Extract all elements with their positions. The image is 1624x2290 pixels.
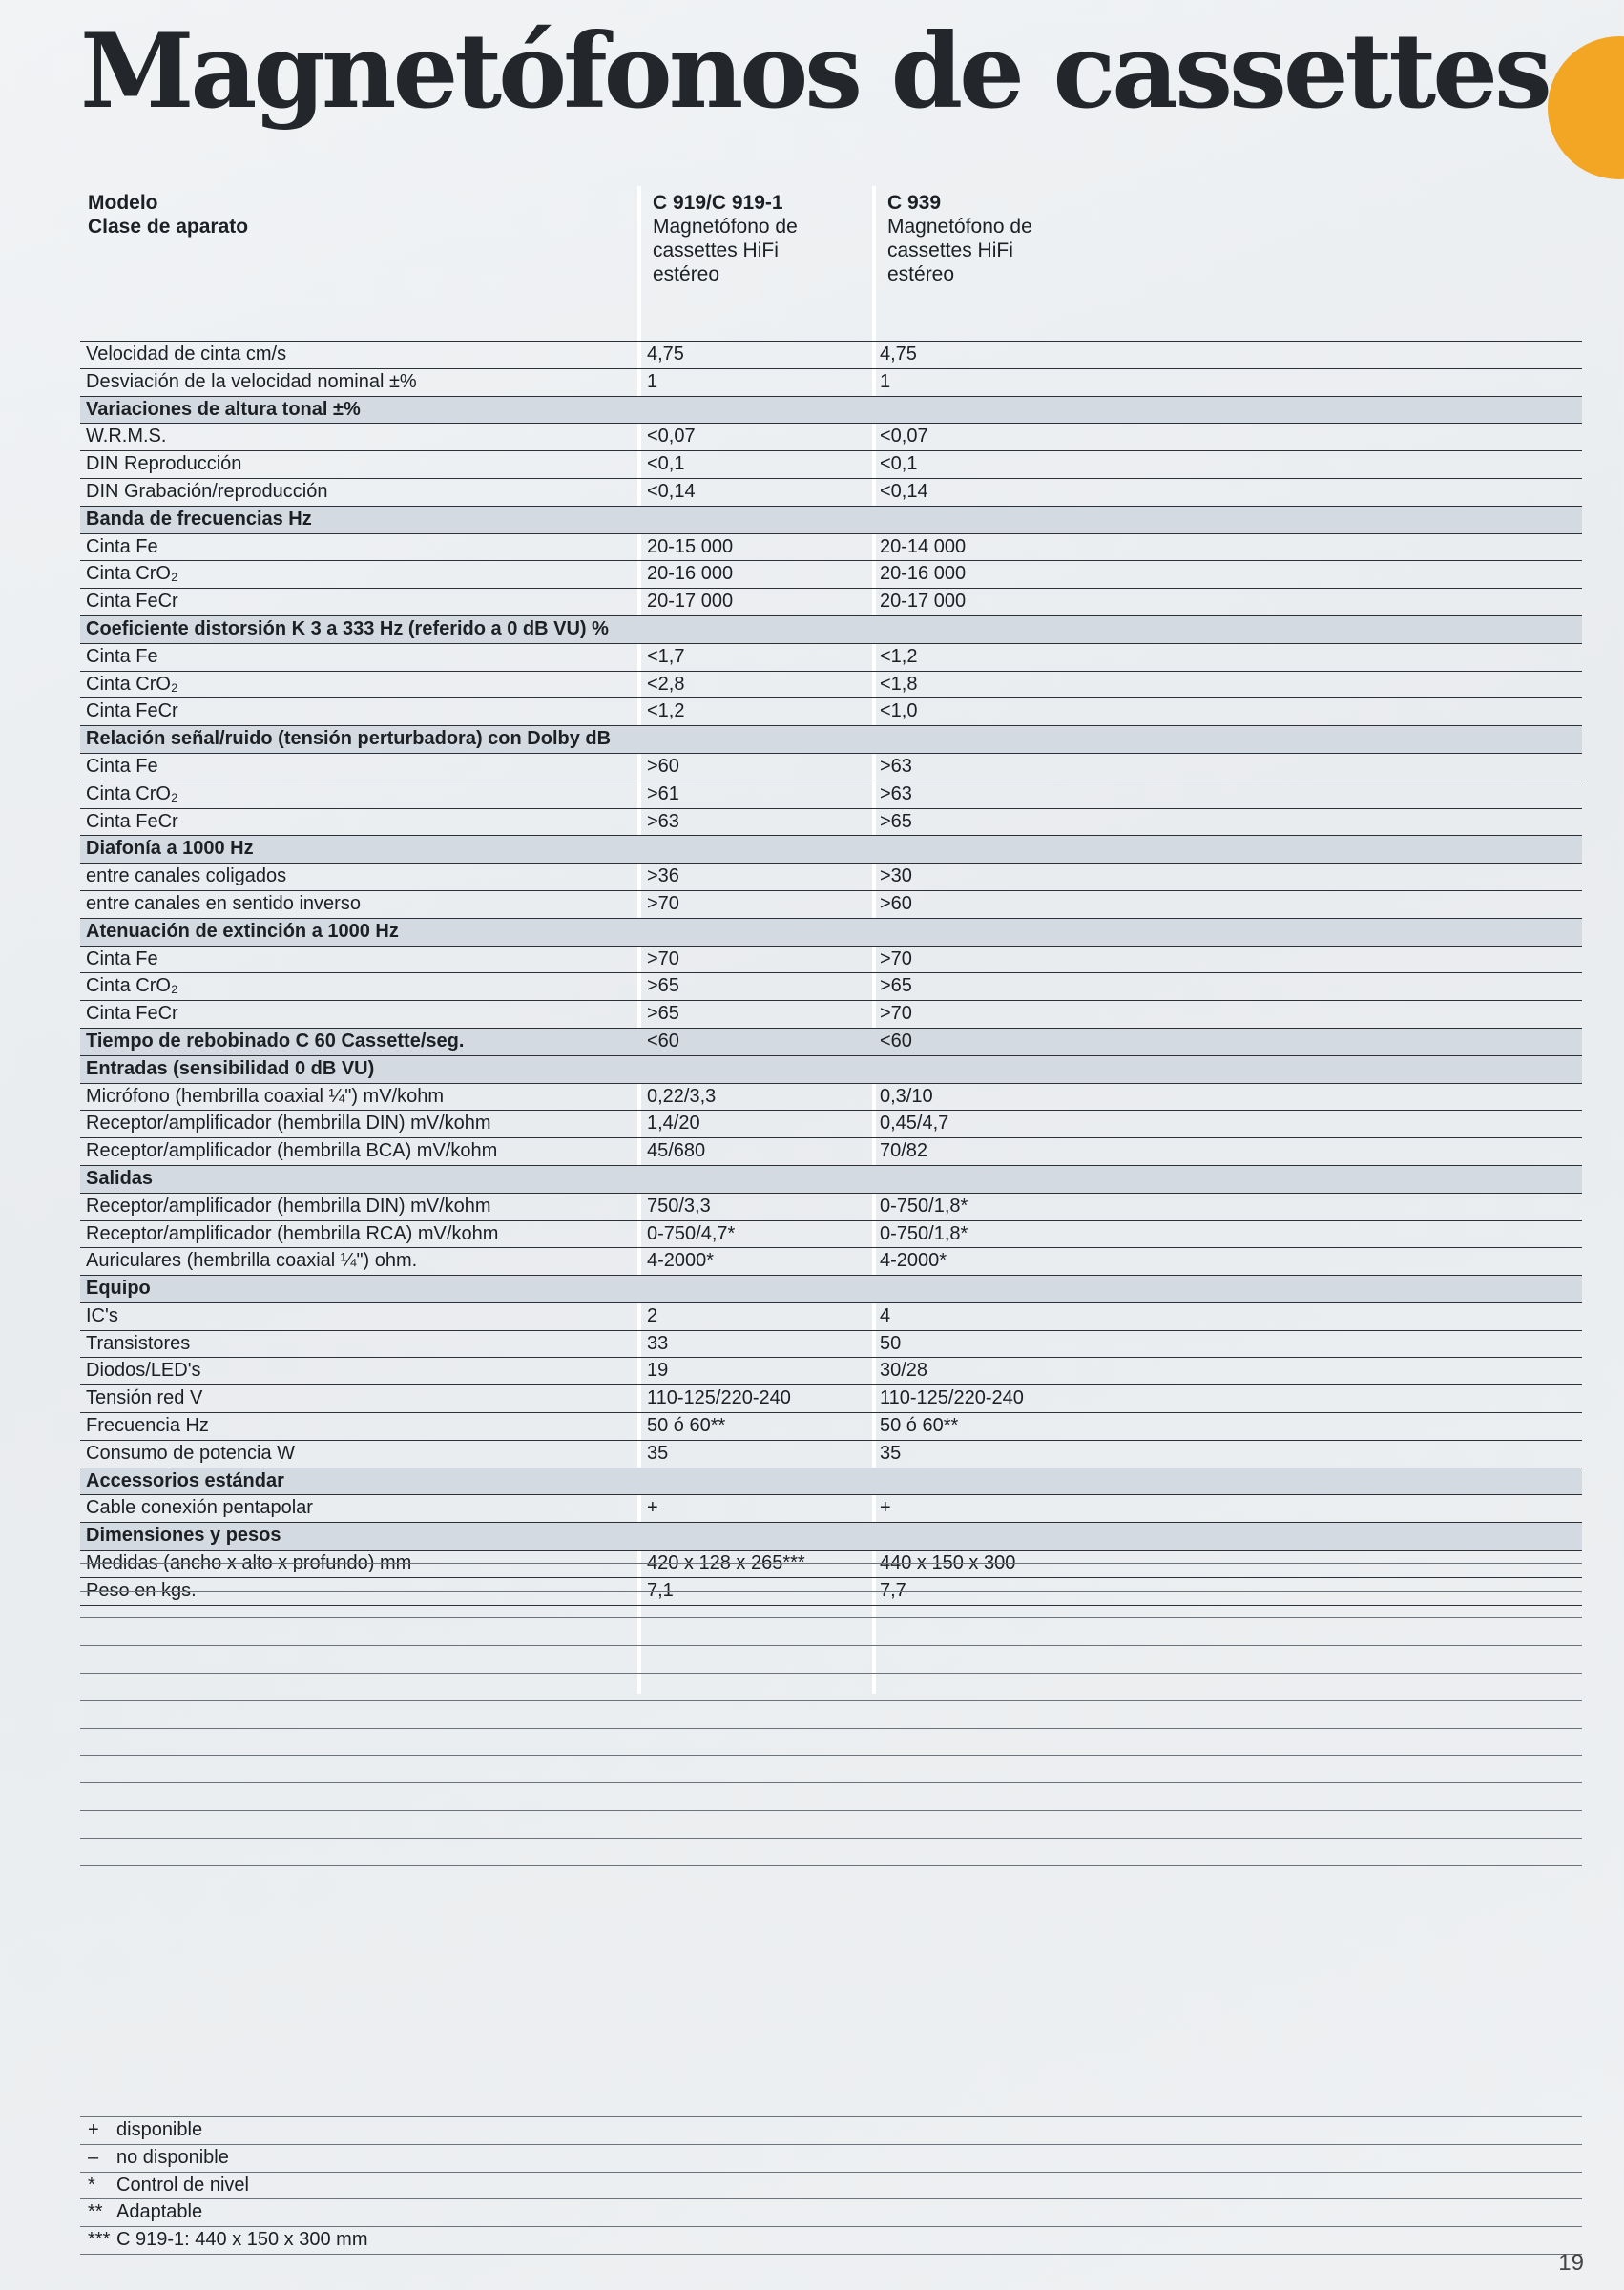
row-label: Cinta CrO₂	[80, 671, 639, 698]
row-label: entre canales en sentido inverso	[80, 890, 639, 918]
model-2-value: 4-2000*	[874, 1247, 1582, 1275]
footnote-symbol: **	[88, 2201, 103, 2223]
model-1-desc-line: cassettes HiFi	[653, 239, 779, 261]
row-label: Desviación de la velocidad nominal ±%	[80, 368, 639, 396]
model-2-value	[874, 1165, 1582, 1193]
model-2-value	[874, 1522, 1582, 1550]
model-1-value	[639, 1468, 874, 1495]
model-1-value: 1	[639, 368, 874, 396]
model-1-value: <60	[639, 1028, 874, 1055]
row-label: DIN Grabación/reproducción	[80, 478, 639, 506]
model-1-value: 33	[639, 1330, 874, 1358]
row-label: Transistores	[80, 1330, 639, 1358]
model-2-value: <1,0	[874, 697, 1582, 725]
model-2-value	[874, 725, 1582, 753]
header-labels	[88, 191, 248, 239]
page-title: Magnetófonos de cassettes	[80, 11, 1549, 132]
blank-line	[80, 1755, 1582, 1782]
model-2-value	[874, 835, 1582, 863]
footnote-text: C 919-1: 440 x 150 x 300 mm	[116, 2229, 368, 2251]
model-1-value: <1,7	[639, 643, 874, 671]
model-1-value: <0,07	[639, 423, 874, 450]
model-1-value: 20-15 000	[639, 533, 874, 561]
row-label: Cinta Fe	[80, 643, 639, 671]
specifications-table	[80, 341, 1582, 1606]
blank-line	[80, 1673, 1582, 1700]
model-2-value	[874, 396, 1582, 424]
row-label: DIN Reproducción	[80, 450, 639, 478]
blank-ruled-lines	[80, 1563, 1582, 1893]
model-1-value: 7,1	[639, 1577, 874, 1606]
model-2-value: 0-750/1,8*	[874, 1193, 1582, 1220]
model-1-value: 45/680	[639, 1137, 874, 1165]
model-2-value: 110-125/220-240	[874, 1384, 1582, 1412]
model-2-value: 440 x 150 x 300	[874, 1550, 1582, 1577]
model-label: Modelo	[88, 192, 158, 214]
model-2-value: <0,1	[874, 450, 1582, 478]
model-2-value: <1,2	[874, 643, 1582, 671]
model-2-value: 35	[874, 1440, 1582, 1468]
model-1-value	[639, 725, 874, 753]
row-label: Peso en kgs.	[80, 1577, 639, 1606]
row-label: Cinta Fe	[80, 946, 639, 973]
model-1-value	[639, 1522, 874, 1550]
footnote-text: Control de nivel	[116, 2174, 249, 2196]
model-2-value	[874, 1275, 1582, 1302]
blank-line	[80, 1700, 1582, 1728]
model-1-desc-line: estéreo	[653, 263, 720, 285]
footnote-symbol: +	[88, 2119, 99, 2140]
row-label: Accessorios estándar	[80, 1468, 639, 1495]
model-1-value: <2,8	[639, 671, 874, 698]
row-label: Dimensiones y pesos	[80, 1522, 639, 1550]
model-1-name: C 919/C 919-1	[653, 192, 783, 214]
row-label: Frecuencia Hz	[80, 1412, 639, 1440]
model-1-value: >65	[639, 1000, 874, 1028]
row-label: Coeficiente distorsión K 3 a 333 Hz (referido a 0 dB VU) %	[80, 615, 639, 643]
model-2-value	[874, 506, 1582, 533]
footnote-text: Adaptable	[116, 2201, 203, 2223]
model-2-value	[874, 1468, 1582, 1495]
blank-line	[80, 1645, 1582, 1673]
model-1-desc-line: Magnetófono de	[653, 216, 798, 238]
model-2-value: >63	[874, 753, 1582, 781]
footnote-symbol: ***	[88, 2229, 111, 2251]
model-1-value: >36	[639, 863, 874, 890]
model-2-value: 20-16 000	[874, 560, 1582, 588]
model-1-value: 110-125/220-240	[639, 1384, 874, 1412]
model-2-value: <60	[874, 1028, 1582, 1055]
model-1-value	[639, 506, 874, 533]
row-label: Equipo	[80, 1275, 639, 1302]
model-2-value: 7,7	[874, 1577, 1582, 1606]
model-1-value: 2	[639, 1302, 874, 1330]
model-1-value: 35	[639, 1440, 874, 1468]
row-label: Receptor/amplificador (hembrilla DIN) mV/kohm	[80, 1110, 639, 1137]
model-1-value	[639, 1275, 874, 1302]
model-1-value	[639, 1165, 874, 1193]
model-1-value: >65	[639, 972, 874, 1000]
row-label: Micrófono (hembrilla coaxial ¼") mV/kohm	[80, 1083, 639, 1111]
footnote-symbol: *	[88, 2174, 95, 2196]
model-2-value: 4	[874, 1302, 1582, 1330]
model-1-value: +	[639, 1494, 874, 1522]
footnote	[80, 2172, 1582, 2199]
model-2-value: 1	[874, 368, 1582, 396]
row-label: IC's	[80, 1302, 639, 1330]
model-2-value: >65	[874, 808, 1582, 836]
model-1-value: 420 x 128 x 265***	[639, 1550, 874, 1577]
model-1-value	[639, 615, 874, 643]
row-label: Receptor/amplificador (hembrilla RCA) mV/kohm	[80, 1220, 639, 1248]
blank-line	[80, 1591, 1582, 1618]
row-label: Cinta CrO₂	[80, 972, 639, 1000]
model-2-value: 20-14 000	[874, 533, 1582, 561]
model-1-value	[639, 835, 874, 863]
model-2-value: 0,45/4,7	[874, 1110, 1582, 1137]
row-label: Cinta Fe	[80, 533, 639, 561]
blank-line	[80, 1563, 1582, 1591]
row-label: Consumo de potencia W	[80, 1440, 639, 1468]
row-label: Banda de frecuencias Hz	[80, 506, 639, 533]
row-label: Cinta CrO₂	[80, 781, 639, 808]
footnote	[80, 2198, 1582, 2226]
row-label: Diodos/LED's	[80, 1357, 639, 1384]
row-label: Cinta FeCr	[80, 588, 639, 615]
footnote	[80, 2144, 1582, 2172]
model-2-value: >70	[874, 946, 1582, 973]
model-1-value: 1,4/20	[639, 1110, 874, 1137]
model-2-value: <0,14	[874, 478, 1582, 506]
row-label: Cinta FeCr	[80, 1000, 639, 1028]
model-2-value	[874, 918, 1582, 946]
row-label: Entradas (sensibilidad 0 dB VU)	[80, 1055, 639, 1083]
row-label: Cinta FeCr	[80, 808, 639, 836]
row-label: Atenuación de extinción a 1000 Hz	[80, 918, 639, 946]
row-label: Diafonía a 1000 Hz	[80, 835, 639, 863]
blank-line	[80, 1782, 1582, 1810]
model-1-value: 4-2000*	[639, 1247, 874, 1275]
device-class-label: Clase de aparato	[88, 216, 249, 238]
model-2-value: 20-17 000	[874, 588, 1582, 615]
model-2-value: 50 ó 60**	[874, 1412, 1582, 1440]
model-1-value	[639, 396, 874, 424]
row-label: Tensión red V	[80, 1384, 639, 1412]
row-label: Cinta Fe	[80, 753, 639, 781]
model-1-value: >70	[639, 890, 874, 918]
footnote-text: no disponible	[116, 2146, 229, 2168]
footnote-symbol: –	[88, 2146, 99, 2168]
footnotes	[80, 2116, 1582, 2255]
model-2-value: >63	[874, 781, 1582, 808]
header-model-2	[887, 191, 1032, 286]
model-1-value: 19	[639, 1357, 874, 1384]
row-label: Cinta CrO₂	[80, 560, 639, 588]
blank-line	[80, 1838, 1582, 1865]
model-2-value: 30/28	[874, 1357, 1582, 1384]
model-1-value: 20-16 000	[639, 560, 874, 588]
model-1-value: 4,75	[639, 341, 874, 368]
model-2-desc-line: estéreo	[887, 263, 955, 285]
row-label: Velocidad de cinta cm/s	[80, 341, 639, 368]
model-1-value: <1,2	[639, 697, 874, 725]
footnote	[80, 2116, 1582, 2144]
row-label: entre canales coligados	[80, 863, 639, 890]
model-2-name: C 939	[887, 192, 942, 214]
model-2-desc-line: cassettes HiFi	[887, 239, 1013, 261]
row-label: Medidas (ancho x alto x profundo) mm	[80, 1550, 639, 1577]
model-1-value: 20-17 000	[639, 588, 874, 615]
blank-line	[80, 1865, 1582, 1893]
model-2-value: 70/82	[874, 1137, 1582, 1165]
row-label: Receptor/amplificador (hembrilla BCA) mV/kohm	[80, 1137, 639, 1165]
footnote-text: disponible	[116, 2119, 203, 2140]
row-label: Variaciones de altura tonal ±%	[80, 396, 639, 424]
model-1-value	[639, 1055, 874, 1083]
model-2-value: >70	[874, 1000, 1582, 1028]
model-2-value: >30	[874, 863, 1582, 890]
header-model-1	[653, 191, 798, 286]
row-label: Auriculares (hembrilla coaxial ¼") ohm.	[80, 1247, 639, 1275]
model-1-value: 50 ó 60**	[639, 1412, 874, 1440]
model-1-value: <0,1	[639, 450, 874, 478]
model-2-value: 0,3/10	[874, 1083, 1582, 1111]
blank-line	[80, 1617, 1582, 1645]
row-label: Cinta FeCr	[80, 697, 639, 725]
model-2-value	[874, 615, 1582, 643]
model-1-value	[639, 918, 874, 946]
row-label: Relación señal/ruido (tensión perturbadora) con Dolby dB	[80, 725, 639, 753]
blank-line	[80, 1810, 1582, 1838]
page-number: 19	[1558, 2250, 1584, 2276]
row-label: Cable conexión pentapolar	[80, 1494, 639, 1522]
model-1-value: <0,14	[639, 478, 874, 506]
row-label: Receptor/amplificador (hembrilla DIN) mV/kohm	[80, 1193, 639, 1220]
model-1-value: 750/3,3	[639, 1193, 874, 1220]
model-1-value: 0,22/3,3	[639, 1083, 874, 1111]
model-2-value: >60	[874, 890, 1582, 918]
model-2-value: 4,75	[874, 341, 1582, 368]
row-label: Salidas	[80, 1165, 639, 1193]
model-2-value: 0-750/1,8*	[874, 1220, 1582, 1248]
model-2-value: >65	[874, 972, 1582, 1000]
model-2-value	[874, 1055, 1582, 1083]
footnote	[80, 2226, 1582, 2255]
model-1-value: >63	[639, 808, 874, 836]
row-label: W.R.M.S.	[80, 423, 639, 450]
blank-line	[80, 1728, 1582, 1756]
model-2-value: <1,8	[874, 671, 1582, 698]
model-2-value: 50	[874, 1330, 1582, 1358]
yellow-circle-decoration	[1548, 36, 1624, 179]
model-1-value: 0-750/4,7*	[639, 1220, 874, 1248]
model-1-value: >61	[639, 781, 874, 808]
model-1-value: >60	[639, 753, 874, 781]
row-label: Tiempo de rebobinado C 60 Cassette/seg.	[80, 1028, 639, 1055]
model-1-value: >70	[639, 946, 874, 973]
model-2-value: +	[874, 1494, 1582, 1522]
model-2-value: <0,07	[874, 423, 1582, 450]
model-2-desc-line: Magnetófono de	[887, 216, 1032, 238]
